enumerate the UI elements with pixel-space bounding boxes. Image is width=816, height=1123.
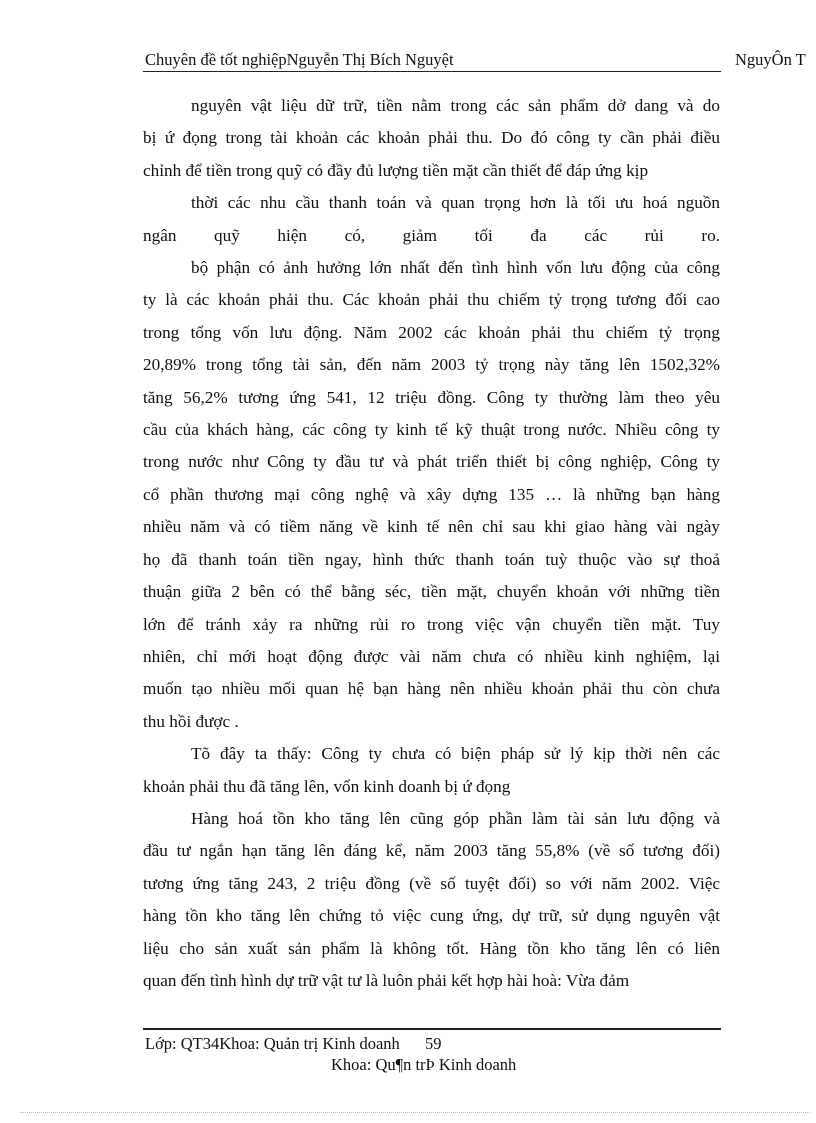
body-line: thời các nhu cầu thanh toán và quan trọng hơn là tối ưu hoá nguồn xyxy=(191,193,720,213)
page-bottom-dotted-border xyxy=(20,1112,810,1113)
body-line: cổ phần thương mại công nghệ và xây dựng 135 … là những bạn hàng xyxy=(143,484,720,504)
body-line: lớn để tránh xảy ra những rủi ro trong việc vận chuyển tiền mặt. Tuy xyxy=(143,614,720,634)
body-line: trong nước như Công ty đầu tư và phát triển thiết bị công nghiệp, Công ty xyxy=(143,452,720,472)
body-line: nhiên, chỉ mới hoạt động được vài năm chưa có nhiều kinh nghiệm, lại xyxy=(143,646,720,666)
body-line: chỉnh để tiền trong quỹ có đầy đủ lượng tiền mặt cần thiết để đáp ứng kịp xyxy=(143,160,649,180)
body-line: Tõ đây ta thấy: Công ty chưa có biện pháp sử lý kịp thời nên các xyxy=(191,744,720,764)
body-line: tương ứng tăng 243, 2 triệu đồng (về số tuyệt đối) so với năm 2002. Việc xyxy=(143,873,720,893)
body-line: khoản phải thu đã tăng lên, vốn kinh doanh bị ứ đọng xyxy=(143,776,511,796)
body-line: cầu của khách hàng, các công ty kinh tế kỹ thuật trong nước. Nhiều công ty xyxy=(143,420,720,440)
body-line: ngân quỹ hiện có, giảm tối đa các rủi ro. xyxy=(143,225,720,245)
body-line: trong tổng vốn lưu động. Năm 2002 các khoản phải thu chiếm tỷ trọng xyxy=(143,322,720,342)
header-title: Chuyên đề tốt nghiệpNguyễn Thị Bích Nguyệt xyxy=(145,50,454,69)
body-line: 20,89% trong tổng tài sản, đến năm 2003 tỷ trọng này tăng lên 1502,32% xyxy=(143,355,720,375)
body-line: nguyên vật liệu dữ trữ, tiền nằm trong các sản phẩm dở dang và do xyxy=(191,96,720,115)
header-author-fragment: NguyÔn T xyxy=(735,50,806,69)
body-line: hàng tồn kho tăng lên chứng tỏ việc cung ứng, dự trữ, sử dụng nguyên vật xyxy=(143,906,720,926)
document-body xyxy=(143,90,720,997)
body-line: ty là các khoản phải thu. Các khoản phải thu chiếm tỷ trọng tương đối cao xyxy=(143,290,720,310)
body-line: nhiều năm và có tiềm năng về kinh tế nên chỉ sau khi giao hàng vài ngày xyxy=(143,517,720,537)
body-line: muốn tạo nhiều mối quan hệ bạn hàng nên nhiều khoản phải thu còn chưa xyxy=(143,679,720,699)
body-line: Hàng hoá tồn kho tăng lên cũng góp phần làm tài sản lưu động và xyxy=(191,808,720,828)
page-number: 59 xyxy=(425,1034,442,1053)
footer-class-info: Lớp: QT34Khoa: Quản trị Kinh doanh xyxy=(145,1034,400,1053)
body-line: bộ phận có ảnh hưởng lớn nhất đến tình hình vốn lưu động của công xyxy=(191,258,720,278)
body-line: bị ứ đọng trong tài khoản các khoản phải thu. Do đó công ty cần phải điều xyxy=(143,128,720,148)
body-line: thu hồi được . xyxy=(143,711,239,731)
body-line: họ đã thanh toán tiền ngay, hình thức thanh toán tuỳ thuộc vào sự thoả xyxy=(143,549,720,569)
footer-faculty: Khoa: Qu¶n trÞ Kinh doanh xyxy=(331,1055,517,1074)
body-line: quan đến tình hình dự trữ vật tư là luôn phải kết hợp hài hoà: Vừa đảm xyxy=(143,970,630,990)
body-line: liệu cho sản xuất sản phẩm là không tốt. Hàng tồn kho tăng lên có liên xyxy=(143,938,720,958)
body-line: đầu tư ngắn hạn tăng lên đáng kể, năm 2003 tăng 55,8% (về số tương đối) xyxy=(143,841,720,861)
body-line: tăng 56,2% tương ứng 541, 12 triệu đồng. Công ty thường làm theo yêu xyxy=(143,387,720,407)
body-line: thuận giữa 2 bên có thể bằng séc, tiền mặt, chuyển khoản với những tiền xyxy=(143,582,720,602)
header-divider xyxy=(143,71,721,72)
footer-divider xyxy=(143,1028,721,1030)
